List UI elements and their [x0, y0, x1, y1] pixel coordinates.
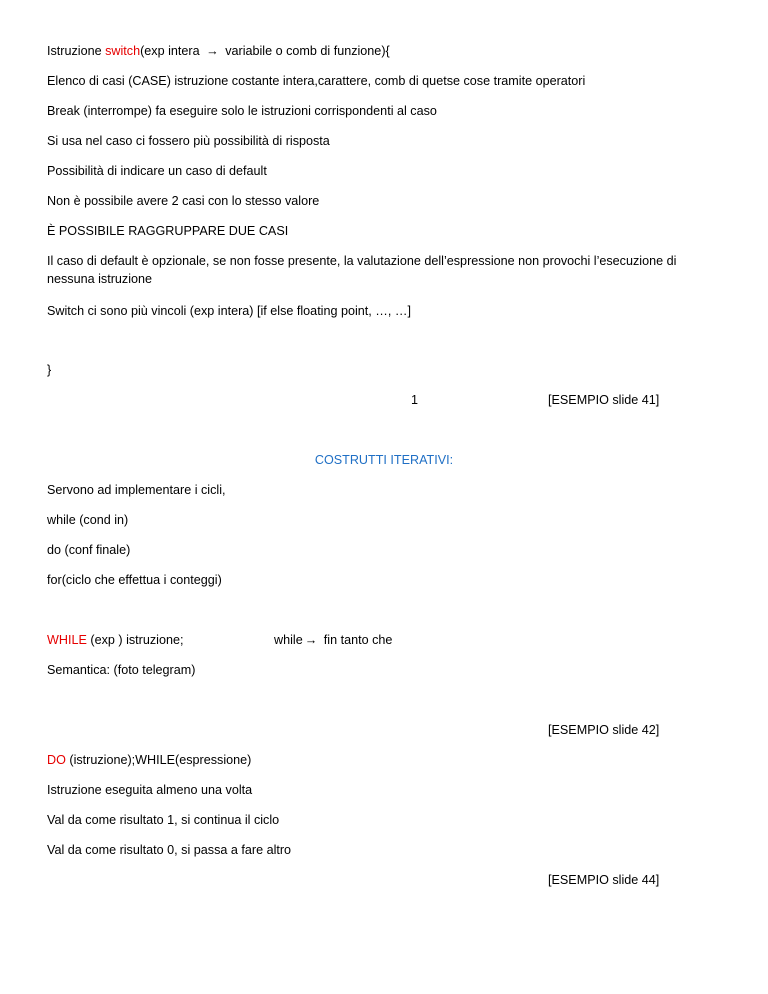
while-semantics-line: Semantica: (foto telegram) [47, 663, 196, 677]
switch-line-default: Possibilità di indicare un caso di default [47, 164, 267, 178]
switch-line-usage: Si usa nel caso ci fossero più possibilità di risposta [47, 134, 330, 148]
while-syntax-line [47, 632, 183, 648]
while-note-prefix: while [274, 633, 303, 647]
while-meaning-note [274, 632, 392, 648]
iterative-line-do: do (conf finale) [47, 543, 131, 557]
do-line-once: Istruzione eseguita almeno una volta [47, 783, 253, 797]
switch-line-unique: Non è possibile avere 2 casi con lo stesso valore [47, 194, 320, 208]
right-arrow-icon: → [206, 44, 219, 58]
closing-brace: } [47, 363, 52, 377]
example-note-44: [ESEMPIO slide 44] [548, 873, 660, 887]
while-syntax-rest: (exp ) istruzione; [86, 633, 184, 647]
do-syntax-line [47, 752, 251, 768]
switch-line-break: Break (interrompe) fa eseguire solo le istruzioni corrispondenti al caso [47, 104, 437, 118]
iterative-line-for: for(ciclo che effettua i conteggi) [47, 573, 222, 587]
do-line-continue: Val da come risultato 1, si continua il ciclo [47, 813, 280, 827]
switch-line-constraints: Switch ci sono più vincoli (exp intera) [if else floating point, …, …] [47, 304, 411, 318]
right-arrow-icon: → [304, 633, 318, 647]
do-line-exit: Val da come risultato 0, si passa a fare altro [47, 843, 292, 857]
do-syntax-rest: (istruzione);WHILE(espressione) [65, 753, 252, 767]
switch-intro-line [47, 43, 390, 59]
section-heading-iterative: COSTRUTTI ITERATIVI: [314, 453, 454, 467]
iterative-line-intro: Servono ad implementare i cicli, [47, 483, 226, 497]
example-note-42: [ESEMPIO slide 42] [548, 723, 660, 737]
switch-intro-suffix: variabile o comb di funzione){ [221, 44, 390, 58]
example-note-41: [ESEMPIO slide 41] [548, 393, 660, 407]
page-number: 1 [411, 393, 419, 407]
switch-intro-prefix: Istruzione [47, 44, 106, 58]
switch-line-group: È POSSIBILE RAGGRUPPARE DUE CASI [47, 224, 289, 238]
while-note-suffix: fin tanto che [320, 633, 393, 647]
switch-keyword: switch [105, 44, 141, 58]
switch-line-cases: Elenco di casi (CASE) istruzione costante intera,carattere, comb di quetse cose tramite operatori [47, 74, 586, 88]
switch-line-optional-default: Il caso di default è opzionale, se non fosse presente, la valutazione dell’espressione non provochi l’esecuzione di nessuna istruzione [47, 254, 677, 286]
do-keyword: DO [47, 753, 66, 767]
iterative-line-while: while (cond in) [47, 513, 129, 527]
switch-intro-middle: (exp intera [140, 44, 204, 58]
while-keyword: WHILE [47, 633, 87, 647]
